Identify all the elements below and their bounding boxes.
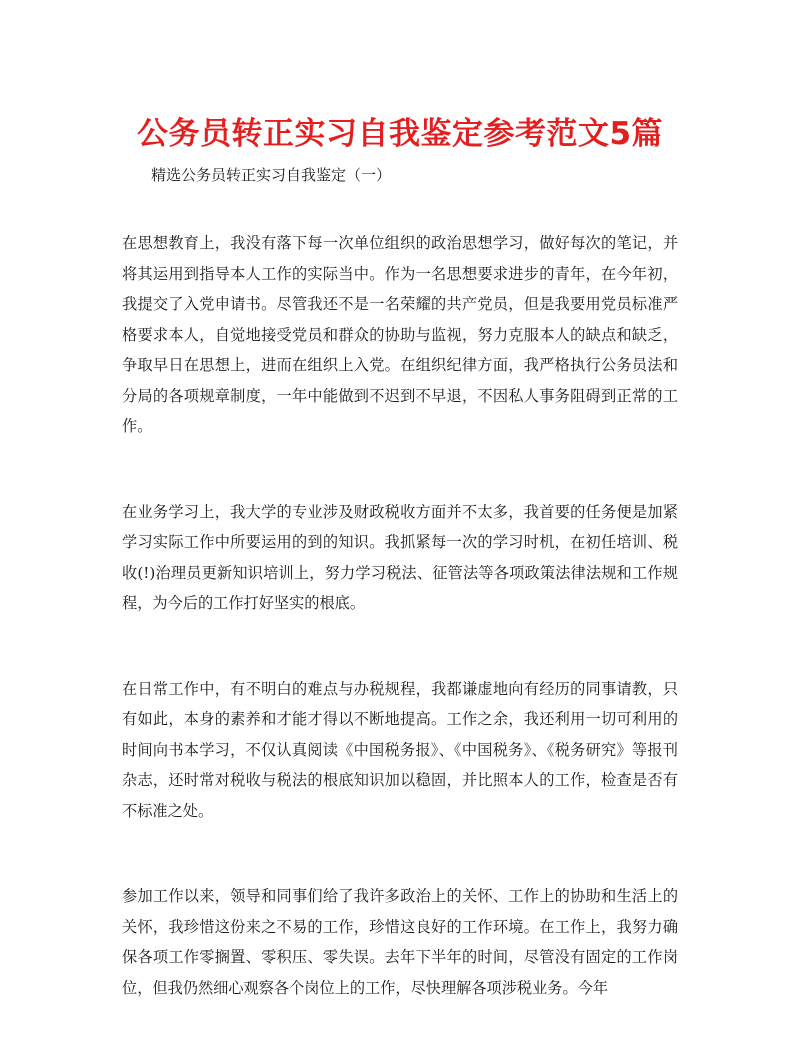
- paragraph-thought-education: 在思想教育上，我没有落下每一次单位组织的政治思想学习，做好每次的笔记，并将其运用到指导本人工作的实际当中。作为一名思想要求进步的青年，在今年初，我提交了入党申请书。尽管我还不是一名荣耀的共产党员，但是我要用党员标准严格要求本人，自觉地接受党员和群众的协助与监视，努力克服本人的缺点和缺乏，争取早日在思想上，进而在组织上入党。在组织纪律方面，我严格执行公务员法和分局的各项规章制度，一年中能做到不迟到不早退，不因私人事务阻碍到正常的工作。: [122, 234, 678, 435]
- paragraph-since-joining: 参加工作以来，领导和同事们给了我许多政治上的关怀、工作上的协助和生活上的关怀，我珍惜这份来之不易的工作，珍惜这良好的工作环境。在工作上，我努力确保各项工作零搁置、零积压、零失误。去年下半年的时间，尽管没有固定的工作岗位，但我仍然细心观察各个岗位上的工作，尽快理解各项涉税业务。今年: [122, 887, 678, 997]
- paragraph-daily-work: 在日常工作中，有不明白的难点与办税规程，我都谦虚地向有经历的同事请教，只有如此，本身的素养和才能才得以不断地提高。工作之余，我还利用一切可利用的时间向书本学习，不仅认真阅读《中国税务报》、《中国税务》、《税务研究》等报刊杂志，还时常对税收与税法的根底知识加以稳固，并比照本人的工作，检查是否有不标准之处。: [122, 679, 678, 820]
- paragraph-business-study: 在业务学习上，我大学的专业涉及财政税收方面并不太多，我首要的任务便是加紧学习实际工作中所要运用的到的知识。我抓紧每一次的学习时机，在初任培训、税收(!)治理员更新知识培训上，努力学习税法、征管法等各项政策法律法规和工作规程，为今后的工作打好坚实的根底。: [122, 502, 678, 612]
- document-title: 公务员转正实习自我鉴定参考范文5篇: [136, 116, 664, 152]
- document-subtitle: 精选公务员转正实习自我鉴定（一）: [151, 166, 392, 184]
- document-body: [122, 228, 678, 1058]
